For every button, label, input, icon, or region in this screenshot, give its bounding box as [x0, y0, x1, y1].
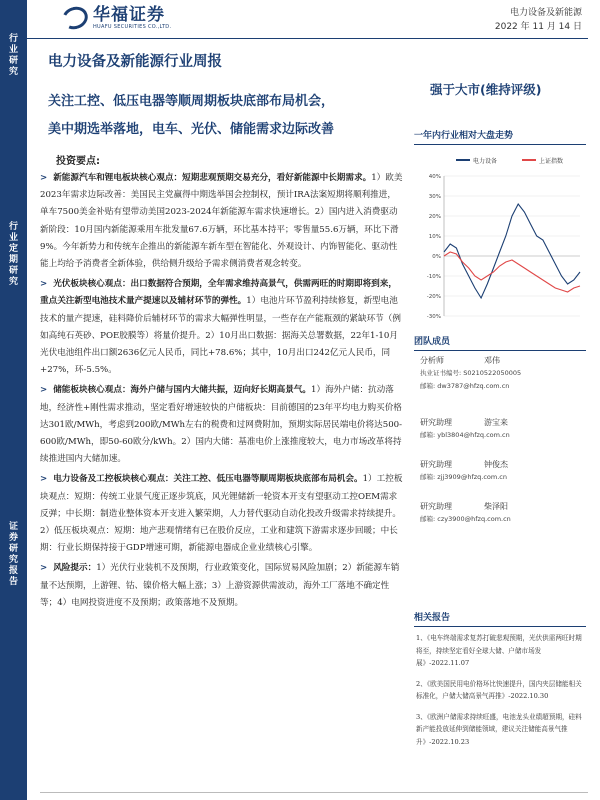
paragraph-risk: [40, 560, 403, 612]
paragraph-storage: [40, 382, 403, 468]
report-title: 电力设备及新能源行业周报: [48, 54, 222, 70]
paragraph-pv: [40, 276, 403, 379]
related-section: [414, 610, 586, 627]
sidebar-label-report: 证券研究报告: [8, 522, 18, 587]
assistant-email[interactable]: 邮箱: czy3900@hfzq.com.cn: [420, 515, 511, 523]
footer-divider: [40, 792, 588, 793]
analyst-cert: 执业证书编号: S0210522050005: [420, 369, 522, 377]
header-meta: [495, 6, 582, 34]
related-heading: 相关报告: [414, 613, 451, 623]
y-tick-label: 20%: [428, 214, 441, 220]
paragraph-text: 1）工控板块观点：短期：传统工业景气度正逐步筑底，风光锂储新一轮资本开支有望驱动工控OEM需求反弹；中长期：制造业整体资本开支进入繁荣期，人力替代驱动自动化投改升级需求持续提升。2）低压板块观点：短期：地产悲观情绪有已在股价反应，工业和建筑下游需求逐步回暖；中长期：行业长期保持接于GDP增速可期，新能源电器成企业业绩核心引擎。: [40, 474, 403, 554]
series-line-0: [444, 204, 580, 298]
paragraph-lead: 储能板块核心观点：海外户储与国内大储共振，迈向好长期高景气。: [53, 385, 312, 396]
assistant-role: 研究助理: [420, 502, 452, 511]
paragraph-lead: 风险提示：: [53, 563, 97, 574]
rating: 强于大市(维持评级): [430, 82, 542, 97]
arrow-bullet-icon: >: [40, 474, 48, 485]
chart-section: [414, 128, 586, 145]
points-heading: 投资要点:: [56, 156, 100, 167]
assistant-block: [420, 500, 585, 526]
assistant-name: 游宝来: [484, 418, 508, 427]
sidebar-label-periodic: 行业定期研究: [8, 222, 18, 287]
related-report-item[interactable]: 2、《欧美国民用电价格环比快速提升，国内夹层储能相关标准化，户储大储高景气再推》-2022.10.30: [416, 679, 582, 700]
paragraph-grid: [40, 471, 403, 557]
paragraph-lead: 光伏板块核心观点：出口数据符合预期，全年需求维持高景气，供需两旺的时期即将到来，重点关注新型电池技术量产提速以及辅材环节的弹性。: [40, 279, 397, 307]
y-tick-label: -20%: [426, 294, 441, 300]
legend-label: 电力设备: [473, 158, 498, 165]
related-report-list: [416, 632, 586, 756]
assistant-name: 钟俊杰: [484, 460, 508, 469]
chart-heading-rule: [414, 144, 586, 145]
team-heading: 团队成员: [414, 337, 451, 347]
analyst-name: 邓伟: [484, 356, 500, 365]
arrow-bullet-icon: >: [40, 173, 48, 183]
assistant-role: 研究助理: [420, 418, 452, 427]
analyst-role: 分析师: [420, 356, 444, 365]
subtitle-line-2: 美中期选举落地，电车、光伏、储能需求边际改善: [48, 122, 335, 137]
logo: [62, 6, 171, 30]
paragraph-text: 1）电池片环节盈利持续修复，新型电池技术的量产提速，硅料降价后辅材环节的需求大幅弹性明显，一些存在产能瓶颈的紧缺环节（例如高纯石英砂、POE胶膜等）将量价提升。2）10月出口数据：据海关总署数据，22年1-10月光伏电池组件出口额2636亿元人民币，同比+78.6%；其中，10月出口242亿元人民币，同+27%，环-5.5%。: [40, 296, 401, 376]
subtitle-line-1: 关注工控、低压电器等顺周期板块底部布局机会，: [48, 94, 335, 109]
arrow-bullet-icon: >: [40, 563, 48, 574]
paragraph-text: 1）光伏行业装机不及预期，行业政策变化，国际贸易风险加剧；2）新能源车销量不达预期，上游锂、钴、镍价格大幅上涨；3）上游资源供需波动，海外工厂落地不确定性等；4）电网投资进度不及预期；政策落地不及预期。: [40, 563, 400, 608]
paragraph-lead: 电力设备及工控板块核心观点：关注工控、低压电器等顺周期板块底部布局机会。: [53, 474, 363, 485]
body-text: [40, 170, 403, 615]
team-section: [414, 334, 586, 351]
assistant-email[interactable]: 邮箱: zjj3909@hfzq.com.cn: [420, 473, 507, 481]
team-heading-rule: [414, 350, 586, 351]
arrow-bullet-icon: >: [40, 385, 48, 396]
y-tick-label: 10%: [428, 234, 441, 240]
sidebar: [0, 0, 27, 800]
related-heading-rule: [414, 626, 586, 627]
chart-heading: 一年内行业相对大盘走势: [414, 131, 514, 141]
paragraph-text: 1）欧美2023年需求边际改善：美国民主党赢得中期选举国会控制权，预计IRA法案短期将顺利推进，单车7500美金补贴有望带动美国2023-2024年新能源车需求快速增长。2）国内进入消费驱动新阶段：10月国内新能源乘用车批发量67.6万辆，环比基本持平；零售量55.6万辆，环比下滑9%。今年新势力和传统车企推出的新能源车新车型在智能化、外观设计、内饰智能化、驱动性能上均给予消费者全新体验，供给侧升级给予需求侧消费者观念转变。: [40, 173, 403, 270]
assistant-block: [420, 416, 585, 442]
logo-name: 华福证券: [93, 5, 165, 25]
logo-swirl-icon: [59, 3, 91, 33]
y-tick-label: -10%: [426, 274, 441, 280]
paragraph-ev: [40, 170, 403, 273]
assistant-block: [420, 458, 585, 484]
header-category: 电力设备及新能源: [509, 8, 582, 18]
chart-container: [414, 146, 586, 324]
arrow-bullet-icon: >: [40, 279, 48, 290]
related-report-item[interactable]: 3、《欧洲户储需求持续旺盛，电池龙头业绩超预期，硅料新产能投放延伸到储能领域，建议关注储能高景气推升》-2022.10.23: [416, 712, 582, 746]
analyst-email[interactable]: 邮箱: dw3787@hfzq.com.cn: [420, 382, 510, 390]
paragraph-lead: 新能源汽车和锂电板块核心观点：短期悲观预期交易充分，看好新能源中长期需求。: [53, 173, 372, 183]
relative-performance-chart: [414, 146, 586, 324]
assistant-name: 柴泽阳: [484, 502, 508, 511]
y-tick-label: -30%: [426, 314, 441, 320]
logo-en: HUAFU SECURITIES CO.,LTD.: [93, 24, 172, 30]
analyst-block: [420, 354, 585, 393]
assistant-email[interactable]: 邮箱: ybl3804@hfzq.com.cn: [420, 431, 510, 439]
header-date: 2022 年 11 月 14 日: [494, 22, 582, 32]
y-tick-label: 40%: [428, 174, 441, 180]
related-report-item[interactable]: 1、《电车终端需求复苏打破悲观预期，光伏供需两旺时期将至，持续坚定看好全球大储、户储市场发展》-2022.11.07: [416, 634, 582, 667]
paragraph-text: 1）海外户储：抗动落地，经济性+刚性需求推动，坚定看好增速较快的户储板块：目前德国的23年平均电力购买价格达301欧/MWh，考虑到200欧/MWh左右的税费和过网费附加，预期实际居民端电价将达500-600欧/MWh，即50-60欧分/kWh。2）国内大储：基准电价上涨推度较大，电力市场改革将持续推进国内大储加速。: [40, 385, 403, 465]
y-tick-label: 0%: [432, 254, 441, 260]
sidebar-label-industry: 行业研究: [8, 34, 18, 77]
y-tick-label: 30%: [428, 194, 441, 200]
assistant-role: 研究助理: [420, 460, 452, 469]
header-divider: [27, 38, 588, 39]
legend-label: 上证指数: [539, 158, 564, 165]
